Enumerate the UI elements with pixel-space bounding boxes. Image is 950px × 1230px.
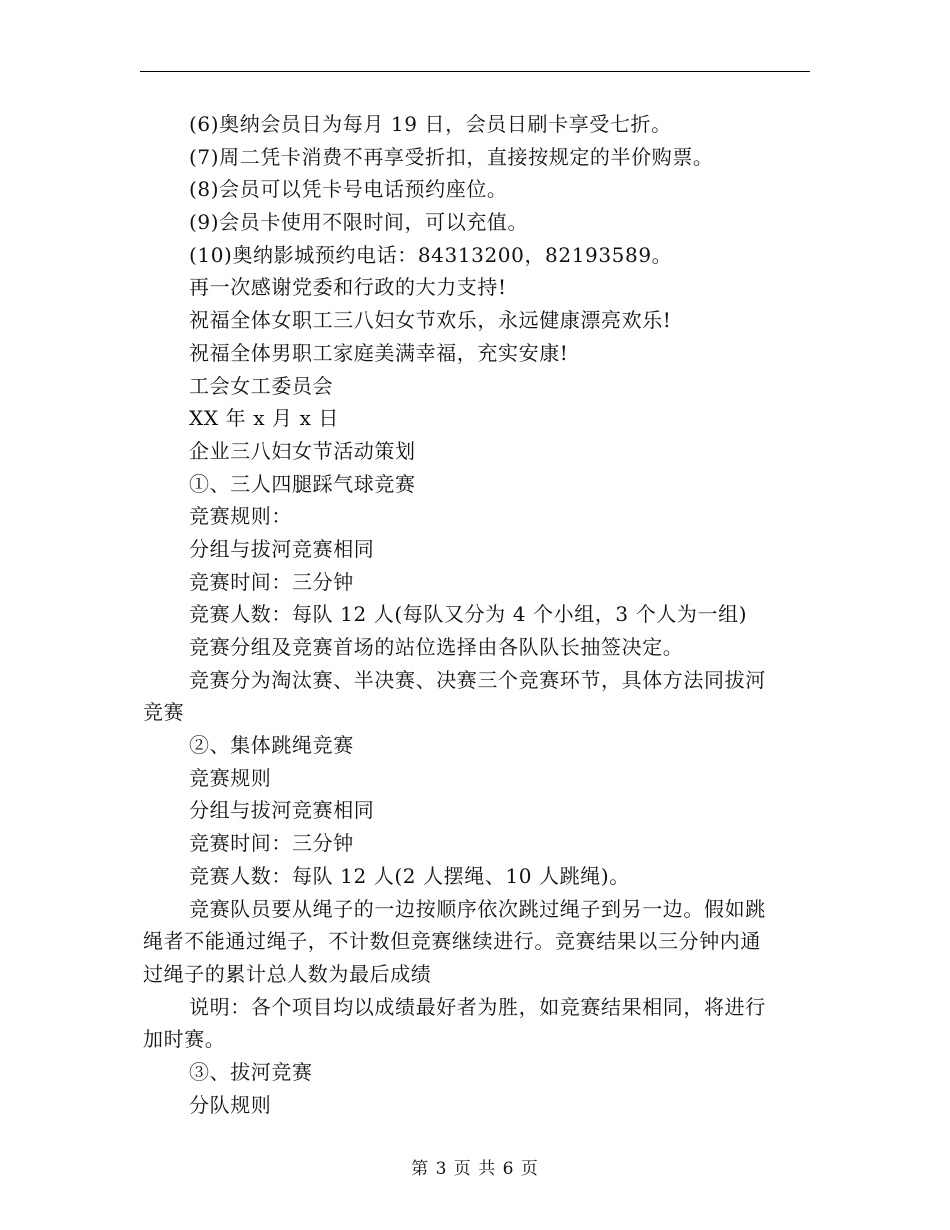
text-line: 竞赛时间：三分钟: [189, 569, 354, 594]
text-line: 竞赛人数：每队 12 人(2 人摆绳、10 人跳绳)。: [189, 863, 630, 888]
text-line: 竞赛队员要从绳子的一边按顺序依次跳过绳子到另一边。假如跳: [189, 896, 766, 921]
text-line: 竞赛分为淘汰赛、半决赛、决赛三个竞赛环节，具体方法同拔河: [189, 667, 766, 692]
text-line: 分组与拔河竞赛相同: [189, 536, 375, 561]
text-line: (9)会员卡使用不限时间，可以充值。: [189, 210, 529, 235]
text-line: 竞赛规则：: [189, 504, 292, 529]
text-line: 分队规则: [189, 1092, 272, 1117]
page-footer: 第 3 页 共 6 页: [411, 1159, 539, 1179]
text-line: 竞赛: [143, 700, 185, 725]
text-line: (6)奥纳会员日为每月 19 日，会员日刷卡享受七折。: [189, 112, 672, 136]
text-line: (8)会员可以凭卡号电话预约座位。: [189, 177, 508, 202]
text-line: 竞赛人数：每队 12 人(每队又分为 4 个小组，3 个人为一组): [189, 602, 748, 627]
item-heading: ②、集体跳绳竞赛: [189, 733, 354, 758]
document-body: [143, 108, 803, 1121]
signature-date: XX 年 x 月 x 日: [189, 406, 340, 431]
text-line: 祝福全体女职工三八妇女节欢乐，永远健康漂亮欢乐!: [189, 308, 672, 333]
text-line: (10)奥纳影城预约电话：84313200，82193589。: [189, 242, 673, 267]
item-heading: ①、三人四腿踩气球竞赛: [189, 471, 416, 496]
text-line: 说明：各个项目均以成绩最好者为胜，如竞赛结果相同，将进行: [189, 994, 766, 1019]
text-line: 竞赛规则: [189, 765, 272, 790]
text-line: 竞赛分组及竞赛首场的站位选择由各队队长抽签决定。: [189, 635, 684, 659]
text-line: 加时赛。: [143, 1027, 226, 1052]
section-title: 企业三八妇女节活动策划: [189, 438, 416, 463]
text-line: 过绳子的累计总人数为最后成绩: [143, 961, 432, 986]
text-line: 竞赛时间：三分钟: [189, 831, 354, 856]
text-line: 绳者不能通过绳子，不计数但竞赛继续进行。竞赛结果以三分钟内通: [143, 929, 761, 954]
item-heading: ③、拔河竞赛: [189, 1059, 313, 1084]
text-line: 再一次感谢党委和行政的大力支持!: [189, 275, 507, 300]
text-line: 分组与拔河竞赛相同: [189, 798, 375, 823]
text-line: 祝福全体男职工家庭美满幸福，充实安康!: [189, 340, 569, 365]
header-rule: [140, 71, 810, 72]
signature-org: 工会女工委员会: [189, 373, 334, 398]
text-line: (7)周二凭卡消费不再享受折扣，直接按规定的半价购票。: [189, 144, 714, 169]
